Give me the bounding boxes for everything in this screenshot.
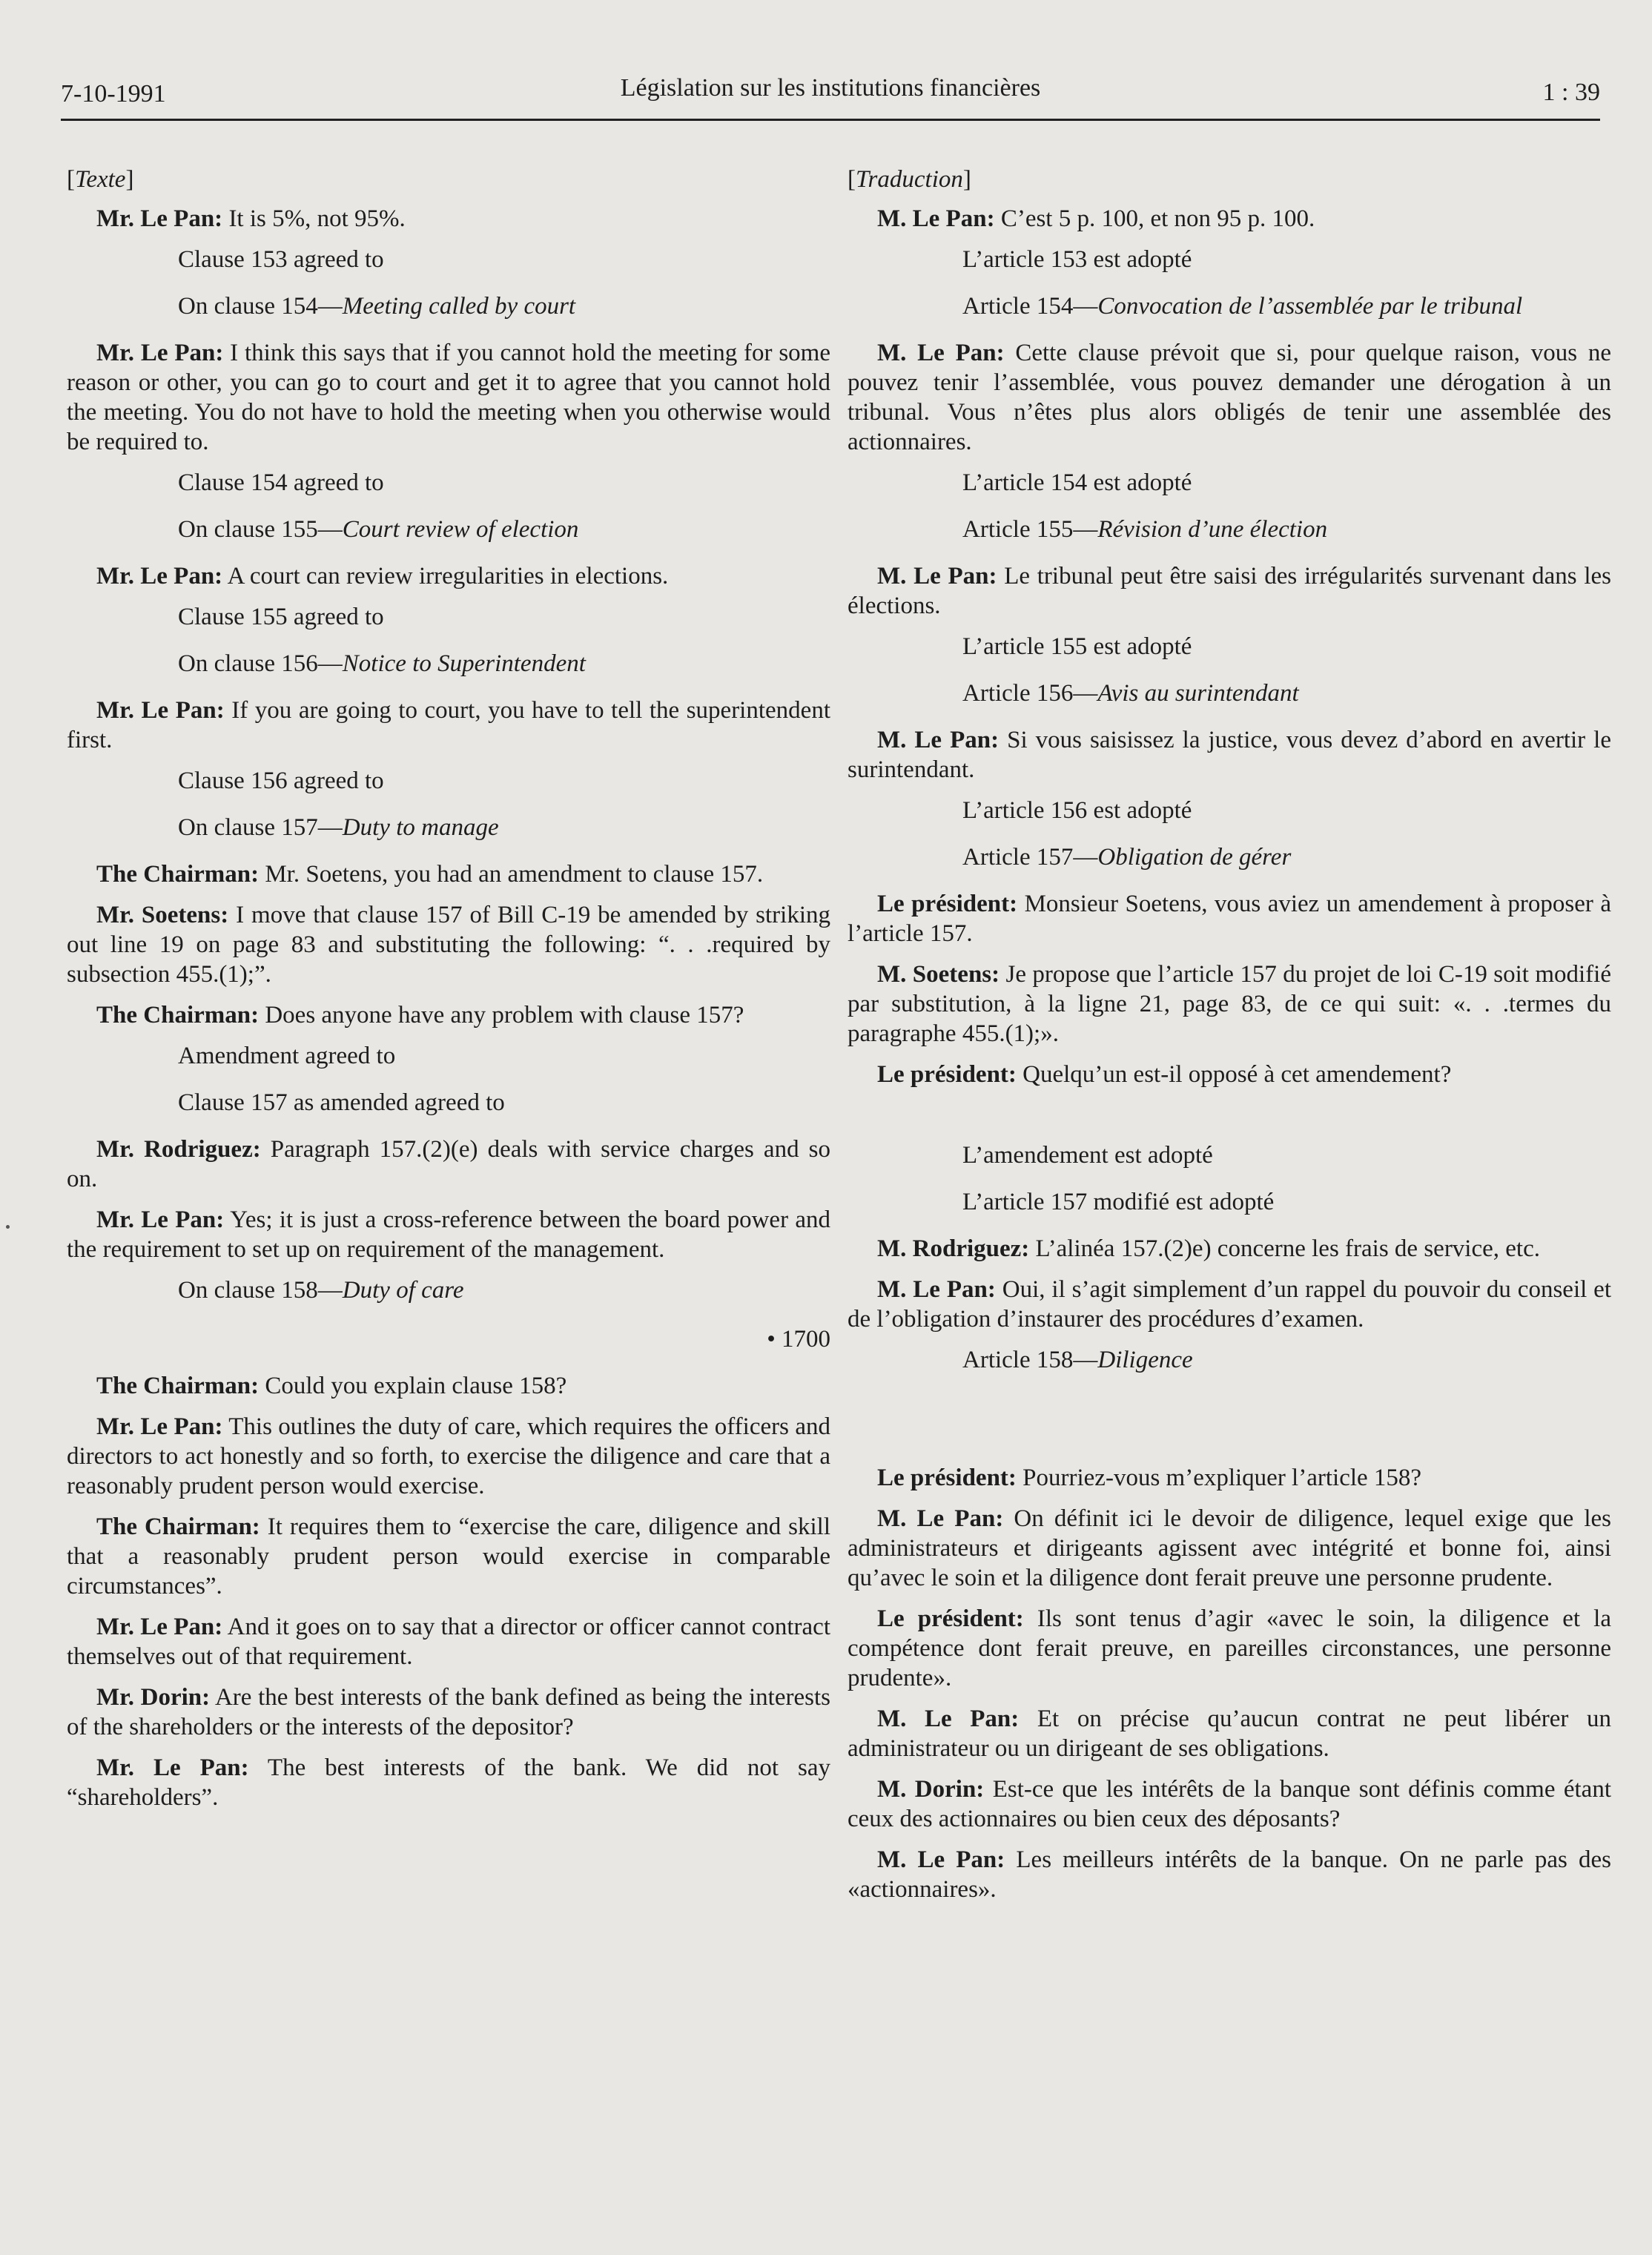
procedural-note: Amendment agreed to bbox=[178, 1043, 396, 1069]
procedural-note: L’article 154 est adopté bbox=[962, 469, 1192, 496]
clause-heading bbox=[848, 515, 1611, 544]
clause-heading-prefix: Article 157— bbox=[962, 844, 1098, 871]
speech-text: Could you explain clause 158? bbox=[259, 1373, 567, 1399]
speaker: M. Dorin: bbox=[877, 1776, 985, 1803]
speech-text: Monsieur Soetens, vous aviez un amendement à proposer à l’article 157. bbox=[848, 891, 1611, 947]
speech-text: Pourriez-vous m’expliquer l’article 158? bbox=[1016, 1465, 1422, 1491]
speech bbox=[848, 725, 1611, 785]
translation-tag-label: Traduction bbox=[856, 166, 963, 193]
speech bbox=[67, 1135, 830, 1194]
speech bbox=[67, 204, 830, 234]
speech-text: I move that clause 157 of Bill C-19 be amended by striking out line 19 on page 83 and substituting the following: “. . .required by subsection 455.(1);”. bbox=[67, 902, 830, 988]
speech bbox=[848, 1704, 1611, 1763]
page-header bbox=[61, 71, 1600, 116]
speech bbox=[848, 1604, 1611, 1693]
speech bbox=[67, 561, 830, 591]
speech-text: It is 5%, not 95%. bbox=[222, 205, 406, 232]
speech bbox=[848, 1774, 1611, 1834]
french-column bbox=[848, 165, 1611, 1915]
header-date: 7-10-1991 bbox=[61, 80, 166, 108]
procedural-note: Clause 154 agreed to bbox=[178, 469, 384, 496]
text-tag: [Texte] bbox=[67, 166, 134, 193]
clause-heading-title: Avis au surintendant bbox=[1097, 680, 1299, 707]
speech bbox=[848, 1234, 1611, 1264]
clause-heading-title: Convocation de l’assemblée par le tribunal bbox=[1097, 293, 1523, 320]
speech-text: Est-ce que les intérêts de la banque sont définis comme étant ceux des actionnaires ou bien ceux des déposants? bbox=[848, 1776, 1611, 1832]
clause-heading-prefix: On clause 154— bbox=[178, 293, 343, 320]
speech bbox=[848, 561, 1611, 621]
clause-heading-prefix: On clause 158— bbox=[178, 1277, 343, 1304]
speech-text: Cette clause prévoit que si, pour quelque raison, vous ne pouvez tenir l’assemblée, vous pouvez demander une dérogation à un tribunal. Vous n’êtes plus alors obligés de tenir une assemblée des actionnaires. bbox=[848, 340, 1611, 455]
clause-heading-title: Duty to manage bbox=[342, 814, 499, 841]
speech-text: Mr. Soetens, you had an amendment to clause 157. bbox=[259, 861, 764, 888]
speech bbox=[67, 900, 830, 989]
speech-text: Does anyone have any problem with clause 157? bbox=[259, 1002, 744, 1029]
speaker: M. Le Pan: bbox=[877, 1276, 996, 1303]
clause-heading-prefix: On clause 156— bbox=[178, 650, 343, 677]
procedural-note: Clause 156 agreed to bbox=[178, 767, 384, 794]
speech-text: This outlines the duty of care, which requires the officers and directors to act honestly and so forth, to exercise the diligence and care that a reasonably prudent person would exercise. bbox=[67, 1413, 830, 1499]
speaker: Mr. Dorin: bbox=[96, 1684, 211, 1711]
spacer bbox=[848, 1100, 1611, 1140]
speech-text: Si vous saisissez la justice, vous devez d’abord en avertir le surintendant. bbox=[848, 727, 1611, 783]
speech bbox=[848, 1504, 1611, 1593]
procedural-note: L’article 153 est adopté bbox=[962, 246, 1192, 273]
speech-text: Ils sont tenus d’agir «avec le soin, la diligence et la compétence dont ferait preuve, en pareilles circonstances, une personne prudente». bbox=[848, 1605, 1611, 1691]
speaker: M. Rodriguez: bbox=[877, 1235, 1030, 1262]
procedural-note: L’article 155 est adopté bbox=[962, 633, 1192, 660]
speaker: Mr. Le Pan: bbox=[96, 1614, 223, 1640]
speaker: Mr. Le Pan: bbox=[96, 1754, 249, 1781]
speech bbox=[67, 696, 830, 755]
procedural-note: L’article 157 modifié est adopté bbox=[962, 1189, 1275, 1215]
speech bbox=[67, 1512, 830, 1601]
clause-heading-title: Duty of care bbox=[342, 1277, 464, 1304]
clause-heading bbox=[848, 291, 1611, 321]
clause-heading-title: Meeting called by court bbox=[342, 293, 576, 320]
speech-text: C’est 5 p. 100, et non 95 p. 100. bbox=[994, 205, 1315, 232]
clause-heading bbox=[67, 1275, 830, 1305]
clause-heading bbox=[67, 649, 830, 679]
speaker: M. Le Pan: bbox=[877, 1846, 1005, 1873]
speech-text: A court can review irregularities in elections. bbox=[222, 563, 669, 590]
speech bbox=[67, 1000, 830, 1030]
speech-text: Quelqu’un est-il opposé à cet amendement? bbox=[1016, 1061, 1452, 1088]
margin-mark bbox=[6, 1225, 10, 1229]
speech-text: On définit ici le devoir de diligence, lequel exige que les administrateurs et dirigeants agissent avec intégrité et bonne foi, ainsi qu’avec le soin et la diligence dont ferait preuve une personne prudente. bbox=[848, 1505, 1611, 1591]
procedural-note: Clause 157 as amended agreed to bbox=[178, 1089, 505, 1116]
speaker: Mr. Le Pan: bbox=[96, 697, 225, 724]
speaker: M. Le Pan: bbox=[877, 340, 1005, 366]
speaker: M. Le Pan: bbox=[877, 563, 997, 590]
speaker: The Chairman: bbox=[96, 861, 260, 888]
time-marker: • 1700 bbox=[767, 1326, 830, 1353]
speech-text: Paragraph 157.(2)(e) deals with service charges and so on. bbox=[67, 1136, 830, 1192]
clause-heading bbox=[848, 679, 1611, 708]
speaker: The Chairman: bbox=[96, 1513, 260, 1540]
speaker: Mr. Le Pan: bbox=[96, 205, 223, 232]
speech bbox=[848, 1845, 1611, 1904]
speech bbox=[848, 889, 1611, 948]
procedural-note: Clause 153 agreed to bbox=[178, 246, 384, 273]
clause-heading-title: Obligation de gérer bbox=[1097, 844, 1292, 871]
clause-heading-title: Révision d’une élection bbox=[1097, 516, 1328, 543]
procedural-note: Clause 155 agreed to bbox=[178, 604, 384, 630]
speech bbox=[848, 1463, 1611, 1493]
speech-text: Le tribunal peut être saisi des irrégularités survenant dans les élections. bbox=[848, 563, 1611, 619]
speaker: M. Le Pan: bbox=[877, 1706, 1020, 1732]
clause-heading bbox=[848, 842, 1611, 872]
clause-heading bbox=[67, 813, 830, 842]
translation-tag: [Traduction] bbox=[848, 166, 971, 193]
procedural-note: L’amendement est adopté bbox=[962, 1142, 1213, 1169]
speech bbox=[848, 960, 1611, 1049]
speaker: Le président: bbox=[877, 891, 1018, 917]
speech bbox=[67, 1753, 830, 1812]
speech-text: It requires them to “exercise the care, diligence and skill that a reasonably prudent person would exercise in comparable circumstances”. bbox=[67, 1513, 831, 1599]
clause-heading bbox=[67, 291, 830, 321]
clause-heading-title: Court review of election bbox=[342, 516, 579, 543]
clause-heading-prefix: On clause 157— bbox=[178, 814, 343, 841]
speech bbox=[67, 859, 830, 889]
speech-text: Yes; it is just a cross-reference between the board power and the requirement to set up on requirement of the management. bbox=[67, 1206, 830, 1263]
clause-heading-prefix: Article 154— bbox=[962, 293, 1098, 320]
speech bbox=[67, 1412, 830, 1501]
clause-heading-prefix: Article 156— bbox=[962, 680, 1098, 707]
speech-text: Je propose que l’article 157 du projet de loi C-19 soit modifié par substitution, à la ligne 21, page 83, de ce qui suit: «. . .termes du paragraphe 455.(1);». bbox=[848, 961, 1611, 1047]
speech-text: L’alinéa 157.(2)e) concerne les frais de service, etc. bbox=[1029, 1235, 1540, 1262]
speech-text: Are the best interests of the bank defined as being the interests of the shareholders or the interests of the depositor? bbox=[67, 1684, 830, 1740]
clause-heading-prefix: Article 155— bbox=[962, 516, 1098, 543]
speech bbox=[848, 1060, 1611, 1089]
speaker: Mr. Le Pan: bbox=[96, 1206, 225, 1233]
header-title: Législation sur les institutions financières bbox=[620, 74, 1041, 102]
speaker: Mr. Le Pan: bbox=[96, 340, 224, 366]
header-rule bbox=[61, 119, 1600, 121]
speaker: M. Le Pan: bbox=[877, 1505, 1004, 1532]
clause-heading bbox=[848, 1345, 1611, 1375]
english-column bbox=[67, 165, 830, 1823]
speaker: Mr. Le Pan: bbox=[96, 563, 223, 590]
speaker: M. Le Pan: bbox=[877, 727, 1000, 753]
speaker: Le président: bbox=[877, 1605, 1024, 1632]
speech bbox=[848, 1275, 1611, 1334]
clause-heading-title: Diligence bbox=[1097, 1347, 1193, 1373]
speech-text: I think this says that if you cannot hold the meeting for some reason or other, you can go to court and get it to agree that you cannot hold the meeting. You do not have to hold the meeting when you otherwise would be required to. bbox=[67, 340, 830, 455]
procedural-note: L’article 156 est adopté bbox=[962, 797, 1192, 824]
speech bbox=[67, 1683, 830, 1742]
speaker: M. Soetens: bbox=[877, 961, 1000, 988]
clause-heading-prefix: Article 158— bbox=[962, 1347, 1098, 1373]
speaker: Mr. Le Pan: bbox=[96, 1413, 223, 1440]
speech-text: Les meilleurs intérêts de la banque. On ne parle pas des «actionnaires». bbox=[848, 1846, 1611, 1903]
clause-heading-title: Notice to Superintendent bbox=[342, 650, 586, 677]
clause-heading bbox=[67, 515, 830, 544]
header-page-number: 1 : 39 bbox=[1542, 79, 1600, 106]
speech bbox=[67, 1612, 830, 1671]
speech bbox=[67, 1205, 830, 1264]
text-tag-label: Texte bbox=[75, 166, 126, 193]
clause-heading-prefix: On clause 155— bbox=[178, 516, 343, 543]
speech-text: Oui, il s’agit simplement d’un rappel du pouvoir du conseil et de l’obligation d’instaurer des procédures d’examen. bbox=[848, 1276, 1611, 1333]
speech-text: And it goes on to say that a director or officer cannot contract themselves out of that requirement. bbox=[67, 1614, 830, 1670]
speaker: Le président: bbox=[877, 1061, 1017, 1088]
speech-text: The best interests of the bank. We did not say “shareholders”. bbox=[67, 1754, 830, 1811]
speech-text: Et on précise qu’aucun contrat ne peut libérer un administrateur ou un dirigeant de ses obligations. bbox=[848, 1706, 1611, 1762]
speech-text: If you are going to court, you have to tell the superintendent first. bbox=[67, 697, 830, 753]
speaker: Mr. Rodriguez: bbox=[96, 1136, 261, 1163]
speech bbox=[848, 338, 1611, 457]
speaker: The Chairman: bbox=[96, 1002, 260, 1029]
speaker: Mr. Soetens: bbox=[96, 902, 229, 928]
speech bbox=[848, 204, 1611, 234]
speech bbox=[67, 338, 830, 457]
speaker: The Chairman: bbox=[96, 1373, 260, 1399]
speech bbox=[67, 1371, 830, 1401]
speaker: Le président: bbox=[877, 1465, 1017, 1491]
speaker: M. Le Pan: bbox=[877, 205, 995, 232]
spacer bbox=[848, 1392, 1611, 1463]
